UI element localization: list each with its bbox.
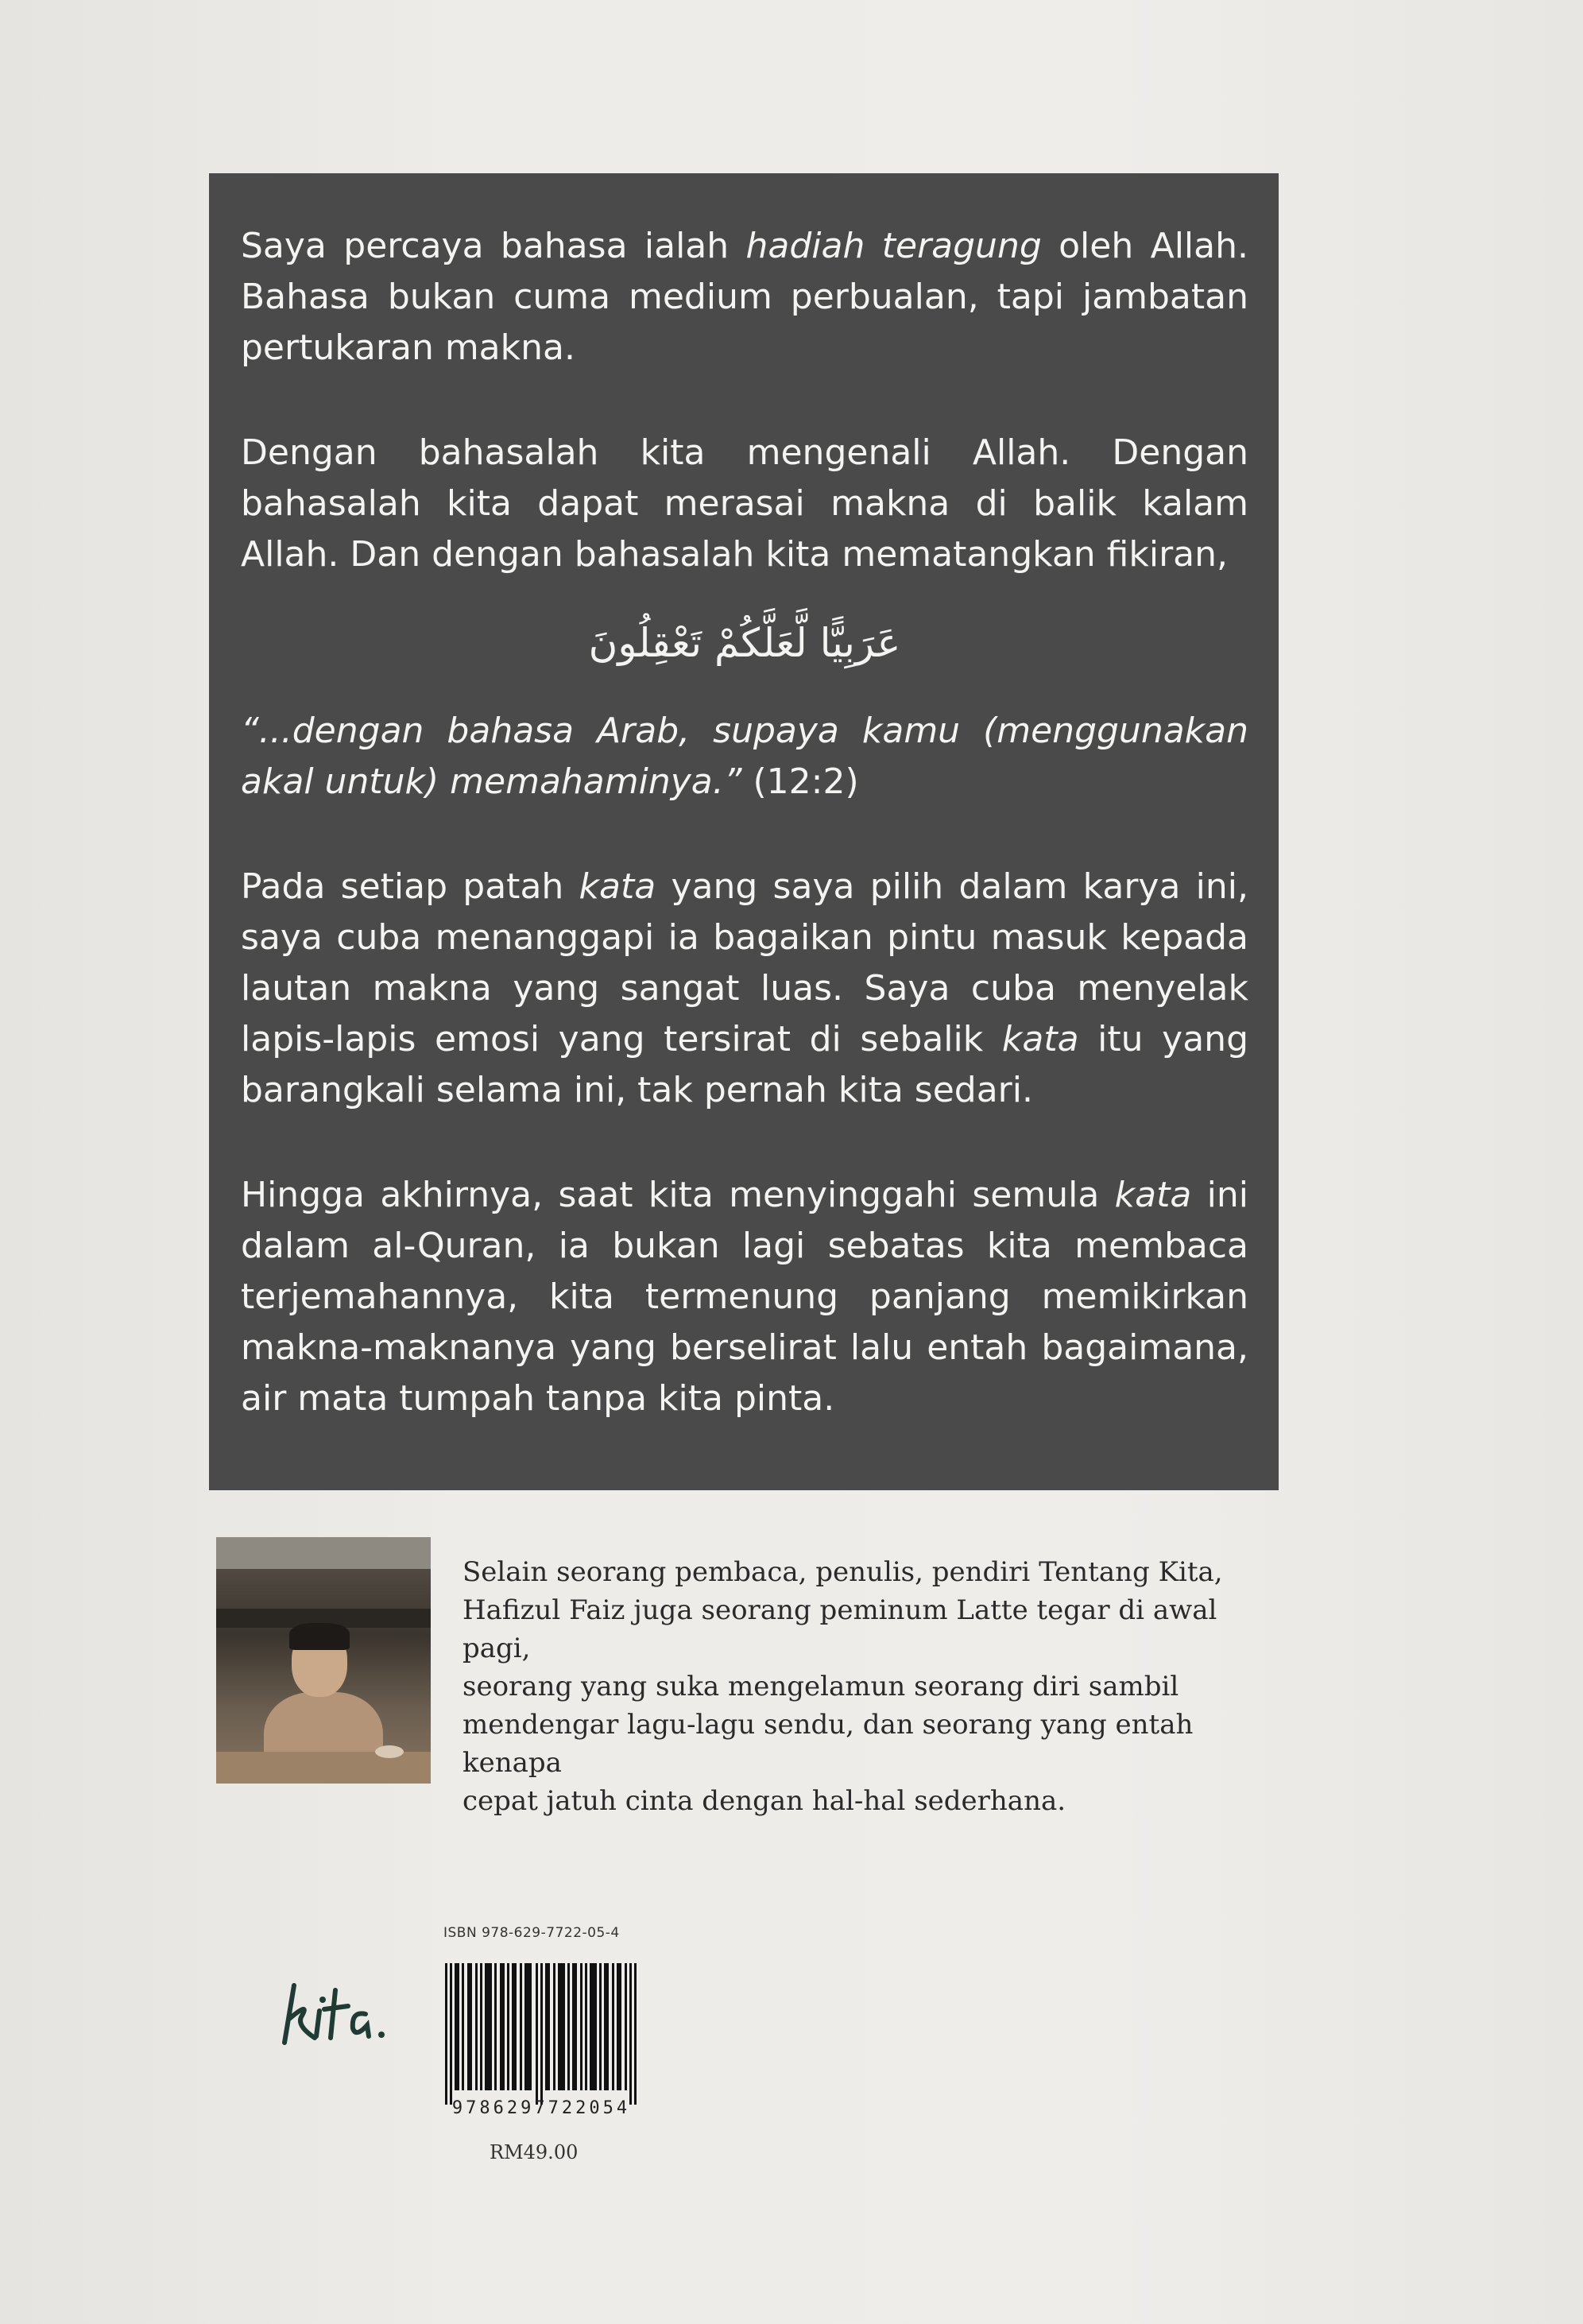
quote-text: “...dengan bahasa Arab, supaya kamu (menggunakan akal untuk) memahaminya.” xyxy=(241,711,1248,802)
publisher-logo xyxy=(278,1970,405,2057)
blurb-text: Saya percaya bahasa ialah xyxy=(241,226,746,266)
blurb-text: oleh Allah. Bahasa bukan cuma medium perbualan, tapi jambatan pertukaran makna. xyxy=(241,226,1248,368)
blurb-emphasis: kata xyxy=(1001,1019,1079,1059)
blurb-text: ini dalam al-Quran, ia bukan lagi sebatas kita membaca terjemahannya, kita termenung panjang memikirkan makna-maknanya yang berselirat lalu entah bagaimana, air mata tumpah tanpa kita pinta. xyxy=(241,1175,1248,1419)
blurb-paragraph-3 xyxy=(241,862,1248,1116)
blurb-box xyxy=(209,173,1279,1490)
blurb-text: Hingga akhirnya, saat kita menyinggahi semula xyxy=(241,1175,1115,1215)
blurb-paragraph-4 xyxy=(241,1170,1248,1424)
blurb-text: yang saya pilih dalam karya ini, saya cuba menanggapi ia bagaikan pintu masuk kepada lautan makna yang sangat luas. Saya cuba menyelak lapis-lapis emosi yang tersirat di sebalik xyxy=(241,866,1248,1059)
blurb-paragraph-2: Dengan bahasalah kita mengenali Allah. Dengan bahasalah kita dapat merasai makna di balik kalam Allah. Dan dengan bahasalah kita mematangkan fikiran, xyxy=(241,432,1248,575)
quote-reference: (12:2) xyxy=(741,761,859,802)
isbn-label: ISBN 978-629-7722-05-4 xyxy=(443,1925,620,1941)
verse-translation xyxy=(241,706,1248,808)
blurb-emphasis: kata xyxy=(579,866,656,907)
blurb-paragraph-1 xyxy=(241,221,1248,374)
author-photo xyxy=(216,1537,431,1784)
blurb-emphasis: hadiah teragung xyxy=(745,226,1042,266)
barcode xyxy=(445,1963,644,2105)
blurb-emphasis: kata xyxy=(1114,1175,1192,1215)
author-bio: Selain seorang pembaca, penulis, pendiri Tentang Kita, Hafizul Faiz juga seorang peminum Latte tegar di awal pagi, seorang yang suka mengelamun seorang diri sambil mendengar lagu-lagu sendu, dan seorang yang entah kenapa cepat jatuh cinta dengan hal-hal sederhana. xyxy=(463,1556,1223,1817)
price: RM49.00 xyxy=(490,2141,579,2163)
arabic-verse: عَرَبِيًّا لَّعَلَّكُمْ تَعْقِلُونَ xyxy=(588,620,901,666)
blurb-text: Pada setiap patah xyxy=(241,866,579,907)
barcode-digits: 9786297722054 xyxy=(451,2098,631,2118)
blurb-text: itu yang barangkali selama ini, tak pernah kita sedari. xyxy=(241,1019,1248,1110)
